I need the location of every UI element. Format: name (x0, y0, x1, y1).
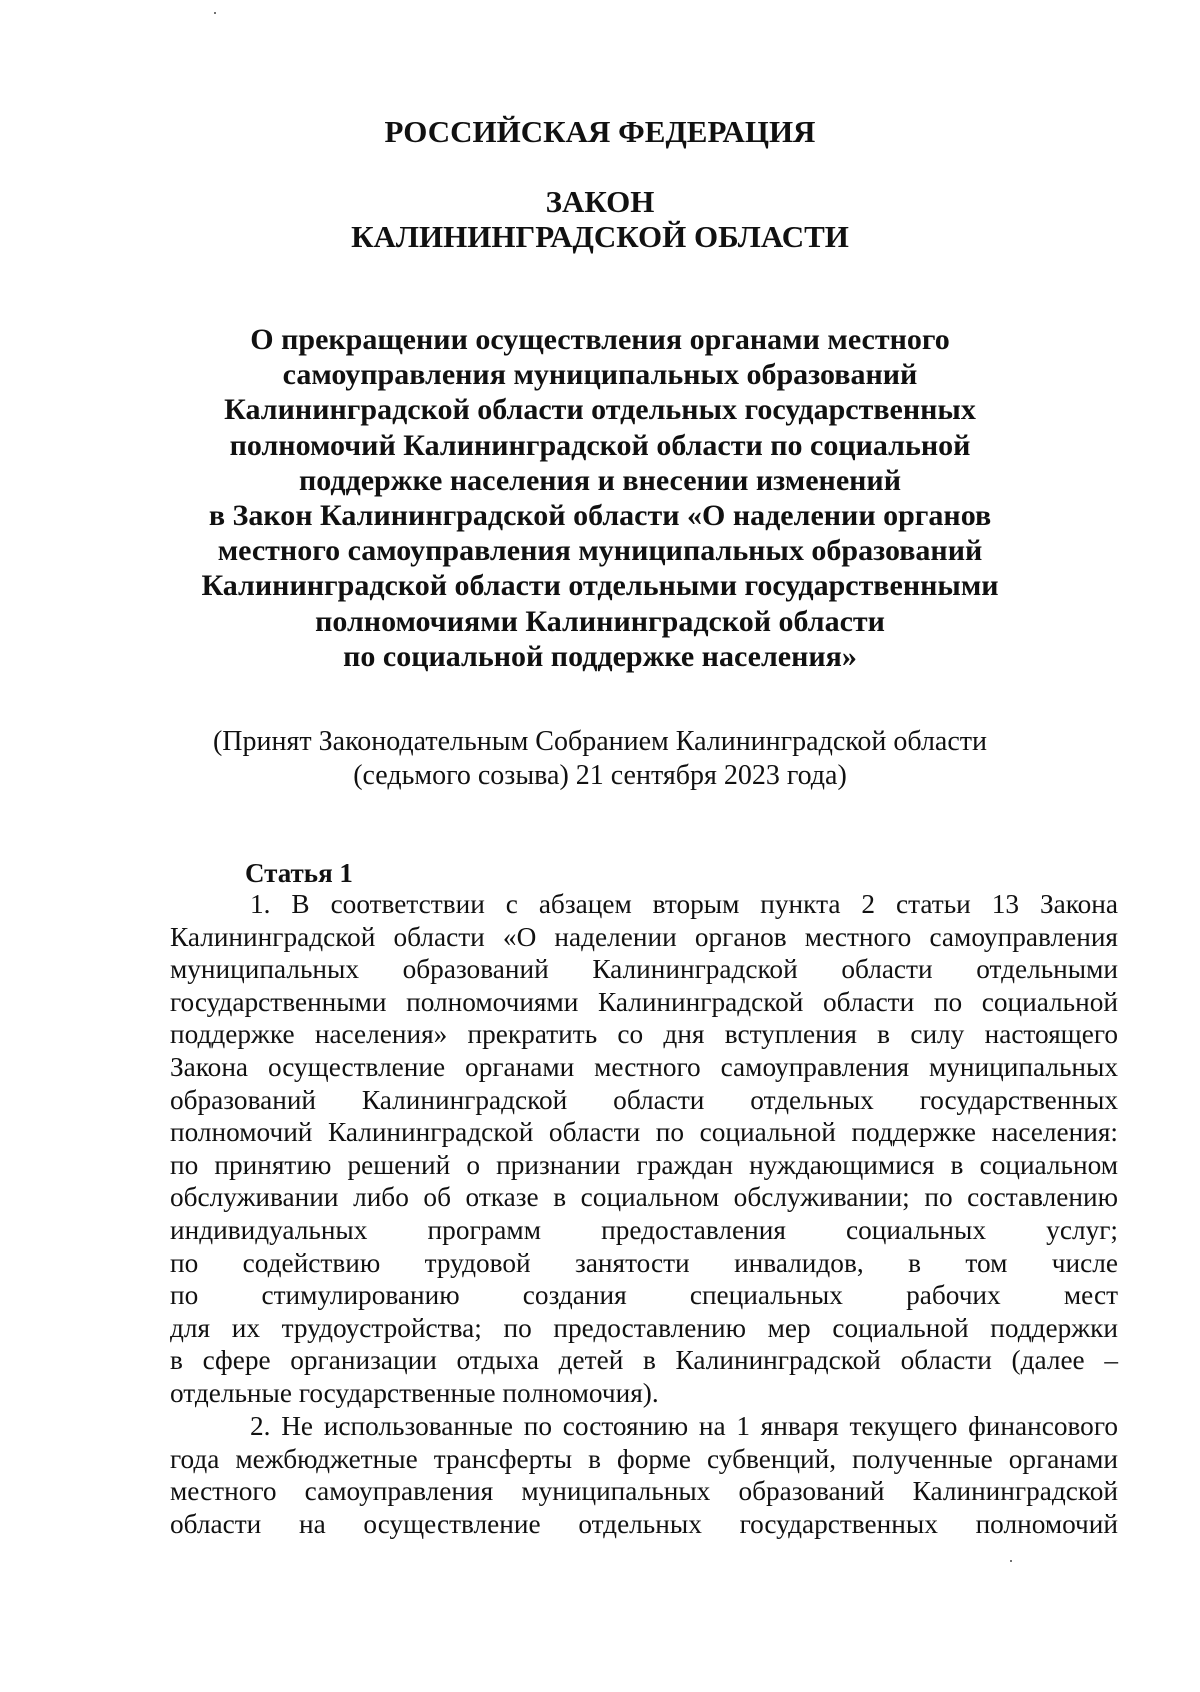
adoption-line: (Принят Законодательным Собранием Калининградской области (212, 726, 988, 757)
paragraph-line: для их трудоустройства; по предоставлению мер социальной поддержки (170, 1312, 1118, 1343)
country-heading: РОССИЙСКАЯ ФЕДЕРАЦИЯ (384, 114, 816, 149)
paragraph-line: по принятию решений о признании граждан нуждающимися в социальном (170, 1149, 1118, 1180)
adoption-note (150, 725, 1050, 793)
paragraph-line: 1. В соответствии с абзацем вторым пункта 2 статьи 13 Закона (250, 889, 1118, 919)
paragraph-line: муниципальных образований Калининградской области отдельными (170, 954, 1118, 985)
paragraph-line: государственными полномочиями Калининградской области по социальной (170, 986, 1118, 1017)
article-heading: Статья 1 (245, 858, 353, 888)
title-line: полномочий Калининградской области по социальной (229, 428, 971, 462)
law-title (150, 322, 1050, 674)
paragraph-line: по содействию трудовой занятости инвалидов, в том числе (170, 1247, 1118, 1278)
region-heading: КАЛИНИНГРАДСКОЙ ОБЛАСТИ (351, 219, 849, 254)
paragraph-line: местного самоуправления муниципальных образований Калининградской (170, 1476, 1118, 1507)
title-line: местного самоуправления муниципальных образований (217, 534, 983, 568)
adoption-line: (седьмого созыва) 21 сентября 2023 года) (353, 760, 847, 791)
paragraph-line: индивидуальных программ предоставления социальных услуг; (170, 1214, 1118, 1245)
paragraph-line: года межбюджетные трансферты в форме субвенций, полученные органами (170, 1443, 1118, 1474)
title-line: в Закон Калининградской области «О наделении органов (208, 499, 992, 533)
paragraph-line: Закона осуществление органами местного самоуправления муниципальных (170, 1051, 1118, 1082)
paragraph-line: поддержке населения» прекратить со дня вступления в силу настоящего (170, 1019, 1118, 1050)
title-line: по социальной поддержке населения» (343, 639, 857, 673)
title-line: Калининградской области отдельными государственными (201, 569, 999, 603)
paragraph-line: отдельные государственные полномочия). (170, 1377, 659, 1408)
paragraph-line: полномочий Калининградской области по социальной поддержке населения: (170, 1117, 1118, 1148)
paragraph-line: образований Калининградской области отдельных государственных (170, 1084, 1118, 1115)
article-paragraph-2 (170, 1410, 1118, 1540)
paragraph-line: обслуживании либо об отказе в социальном обслуживании; по составлению (170, 1182, 1118, 1213)
paragraph-line: области на осуществление отдельных государственных полномочий (170, 1508, 1118, 1539)
article-paragraph-1 (170, 888, 1118, 1410)
paragraph-line: Калининградской области «О наделении органов местного самоуправления (170, 921, 1118, 952)
title-line: полномочиями Калининградской области (315, 604, 885, 638)
title-line: Калининградской области отдельных государственных (224, 393, 976, 427)
title-line: самоуправления муниципальных образований (282, 358, 918, 392)
paragraph-line: в сфере организации отдыха детей в Калининградской области (далее – (170, 1345, 1118, 1376)
paragraph-line: 2. Не использованные по состоянию на 1 января текущего финансового (250, 1411, 1118, 1441)
title-line: О прекращении осуществления органами местного (250, 323, 950, 356)
paragraph-line: по стимулированию создания специальных рабочих мест (170, 1280, 1118, 1311)
scan-speck (214, 12, 216, 14)
title-line: поддержке населения и внесении изменений (298, 463, 902, 497)
scan-speck (1010, 1560, 1012, 1562)
law-heading: ЗАКОН (545, 184, 655, 219)
